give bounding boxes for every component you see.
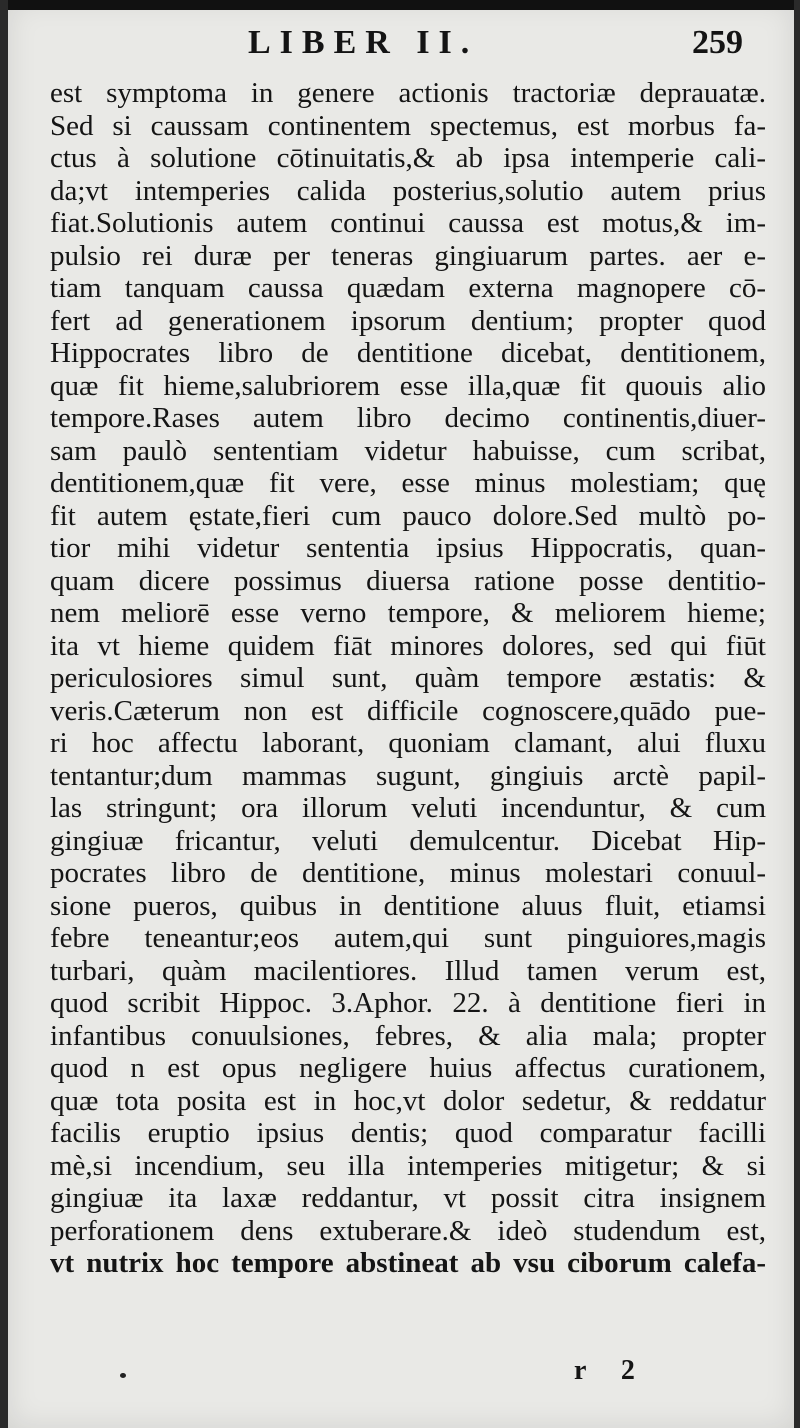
text-line: sam paulò sententiam videtur habuisse, cum scribat, [50,434,766,467]
text-line: fiat.Solutionis autem continui caussa est motus,& im- [50,207,766,239]
text-line: ctus à solutione cōtinuitatis,& ab ipsa intemperie cali- [50,142,766,174]
text-line: tempore.Rases autem libro decimo continentis,diuer- [50,402,766,434]
text-line: fit autem ęstate,fieri cum pauco dolore.Sed multò po- [50,499,766,532]
text-line: tentantur;dum mammas sugunt, gingiuis arctè papil- [50,759,766,792]
text-line: nem meliorē esse verno tempore, & meliorem hieme; [50,597,766,629]
text-line: ri hoc affectu laborant, quoniam clamant, alui fluxu [50,727,766,759]
text-line: Sed si caussam continentem spectemus, est morbus fa- [50,109,766,142]
text-line: tior mihi videtur sententia ipsius Hippocratis, quan- [50,532,766,564]
ink-speck [120,1373,126,1378]
page-number: 259 [692,24,743,61]
text-line: periculosiores simul sunt, quàm tempore æstatis: & [50,662,766,694]
text-line: Hippocrates libro de dentitione dicebat, dentitionem, [50,337,766,369]
text-line: fert ad generationem ipsorum dentium; propter quod [50,304,766,337]
text-line: infantibus conuulsiones, febres, & alia mala; propter [50,1019,766,1052]
text-line: ita vt hieme quidem fiāt minores dolores, sed qui fiūt [50,629,766,662]
text-line: gingiuæ ita laxæ reddantur, vt possit citra insignem [50,1182,766,1214]
text-line: febre teneantur;eos autem,qui sunt pinguiores,magis [50,922,766,954]
text-line: perforationem dens extuberare.& ideò studendum est, [50,1214,766,1247]
book-page [8,0,794,1428]
text-line: da;vt intemperies calida posterius,solutio autem prius [50,174,766,207]
page-top-edge [8,0,794,10]
text-line: quod n est opus negligere huius affectus curationem, [50,1052,766,1084]
text-line: quam dicere possimus diuersa ratione posse dentitio- [50,564,766,597]
text-line: mè,si incendium, seu illa intemperies mitigetur; & si [50,1149,766,1182]
text-line: quæ fit hieme,salubriorem esse illa,quæ fit quouis alio [50,369,766,402]
text-line: tiam tanquam caussa quædam externa magnopere cō- [50,272,766,304]
signature-mark: r 2 [574,1355,649,1386]
text-line: pulsio rei duræ per teneras gingiuarum partes. aer e- [50,239,766,272]
text-line: facilis eruptio ipsius dentis; quod comparatur facilli [50,1117,766,1149]
text-line: quæ tota posita est in hoc,vt dolor sedetur, & reddatur [50,1084,766,1117]
running-title: LIBER II. [248,24,479,61]
body-text [50,77,766,1280]
text-line: sione pueros, quibus in dentitione aluus fluit, etiamsi [50,889,766,922]
text-line: dentitionem,quæ fit vere, esse minus molestiam; quę [50,467,766,499]
text-line: vt nutrix hoc tempore abstineat ab vsu ciborum calefa- [50,1247,766,1279]
text-line: gingiuæ fricantur, veluti demulcentur. Dicebat Hip- [50,824,766,857]
text-line: est symptoma in genere actionis tractoriæ deprauatæ. [50,77,766,109]
page-header [8,18,794,68]
text-line: las stringunt; ora illorum veluti incenduntur, & cum [50,792,766,824]
text-line: turbari, quàm macilentiores. Illud tamen verum est, [50,954,766,987]
text-line: pocrates libro de dentitione, minus molestari conuul- [50,857,766,889]
text-line: quod scribit Hippoc. 3.Aphor. 22. à dentitione fieri in [50,987,766,1019]
text-line: veris.Cæterum non est difficile cognoscere,quādo pue- [50,694,766,727]
